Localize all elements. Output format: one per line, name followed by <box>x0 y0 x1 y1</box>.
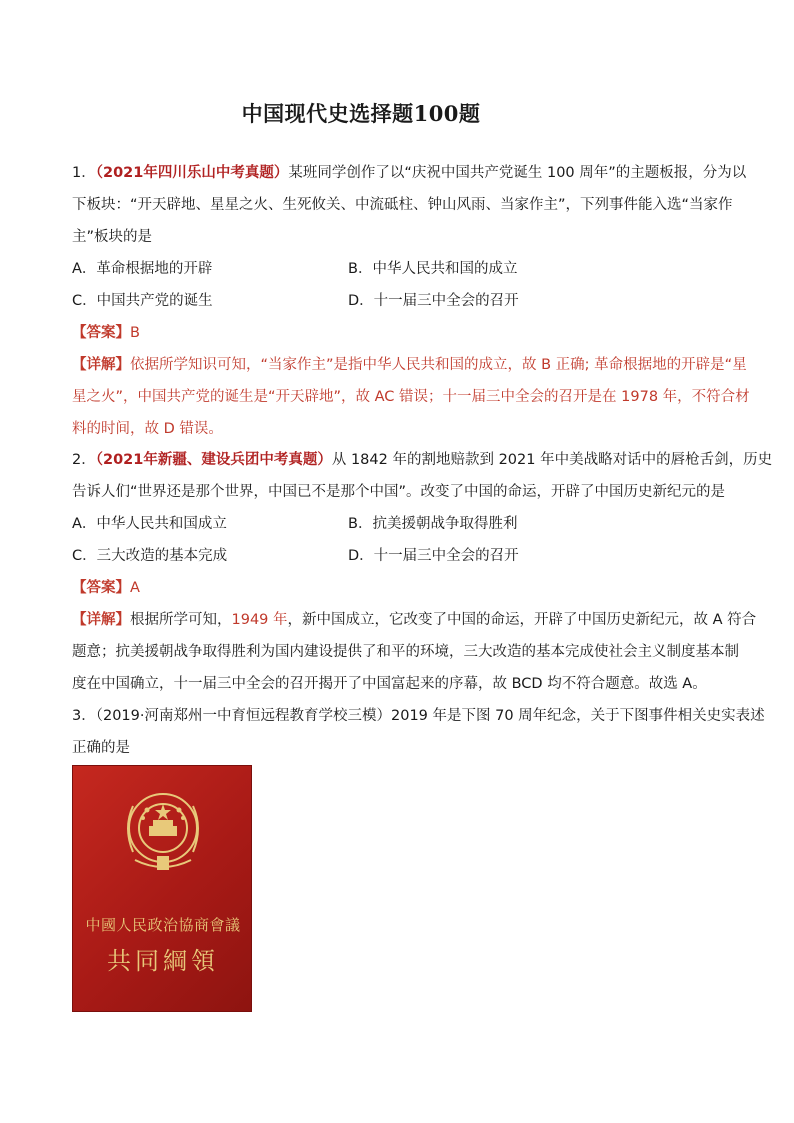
q1-number: 1． <box>72 165 96 181</box>
q2-option-b: B．抗美援朝战争取得胜利 <box>348 516 518 532</box>
q1-source: （2021年四川乐山中考真题） <box>95 165 289 181</box>
q3-stem-1: 2019 年是下图 70 周年纪念，关于下图事件相关史实表述 <box>391 708 765 724</box>
q1-detail-line-2: 星之火”，中国共产党的诞生是“开天辟地”，故 AC 错误；十一届三中全会的召开是在 1978 年，不符合材 <box>72 389 750 405</box>
q2-answer <box>72 578 140 598</box>
q1-stem-line-2: 下板块：“开天辟地、星星之火、生死攸关、中流砥柱、钟山风雨、当家作主”，下列事件能入选“当家作 <box>72 197 733 213</box>
q2-detail-1a: 根据所学可知， <box>130 612 232 628</box>
cover-title-line-1: 中國人民政治協商會議 <box>85 916 241 934</box>
page-title: 中国现代史选择题100题 <box>241 101 481 126</box>
q2-detail-tag: 【详解】 <box>72 612 130 628</box>
q1-detail-line-1 <box>72 355 747 375</box>
q2-answer-tag: 【答案】 <box>72 580 130 596</box>
q2-stem-line-1 <box>72 450 772 470</box>
q2-answer-value: A <box>130 580 140 596</box>
common-program-cover-image <box>72 765 252 1012</box>
q1-option-a: A．革命根据地的开辟 <box>72 261 213 277</box>
q1-option-c: C．中国共产党的诞生 <box>72 293 213 309</box>
q1-detail-line-3: 料的时间，故 D 错误。 <box>72 421 223 437</box>
q2-option-d: D．十一届三中全会的召开 <box>348 548 519 564</box>
q1-detail-1: 依据所学知识可知，“当家作主”是指中华人民共和国的成立，故 B 正确; 革命根据地的开辟是“星 <box>130 357 747 373</box>
q2-detail-1c: ，新中国成立，它改变了中国的命运，开辟了中国历史新纪元，故 A 符合 <box>287 612 757 628</box>
q1-option-b: B．中华人民共和国的成立 <box>348 261 518 277</box>
q1-answer-tag: 【答案】 <box>72 325 130 341</box>
q2-stem-1: 从 1842 年的割地赔款到 2021 年中美战略对话中的唇枪舌剑，历史 <box>331 452 773 468</box>
q1-stem-1: 某班同学创作了以“庆祝中国共产党诞生 100 周年”的主题板报，分为以 <box>288 165 747 181</box>
q2-option-a: A．中华人民共和国成立 <box>72 516 227 532</box>
q1-answer <box>72 323 140 343</box>
q2-number: 2． <box>72 452 96 468</box>
q1-answer-value: B <box>130 325 140 341</box>
cover-title-line-2: 共同綱領 <box>107 947 219 975</box>
q2-source: （2021年新疆、建设兵团中考真题） <box>95 452 332 468</box>
q3-stem-line-1 <box>72 706 765 726</box>
q2-detail-1b: 1949 年 <box>231 612 288 628</box>
q1-detail-tag: 【详解】 <box>72 357 130 373</box>
q2-stem-line-2: 告诉人们“世界还是那个世界，中国已不是那个中国”。改变了中国的命运，开辟了中国历史新纪元的是 <box>72 484 726 500</box>
q1-option-d: D．十一届三中全会的召开 <box>348 293 519 309</box>
q1-stem-line-3: 主”板块的是 <box>72 229 153 245</box>
q3-source: （2019·河南郑州一中育恒远程教育学校三模） <box>95 708 391 724</box>
q2-detail-line-3: 度在中国确立，十一届三中全会的召开揭开了中国富起来的序幕，故 BCD 均不符合题意。故选 A。 <box>72 676 707 692</box>
q3-stem-line-2: 正确的是 <box>72 740 130 756</box>
q2-detail-line-1 <box>72 610 756 630</box>
q2-option-c: C．三大改造的基本完成 <box>72 548 228 564</box>
q3-number: 3． <box>72 708 96 724</box>
q2-detail-line-2: 题意；抗美援朝战争取得胜利为国内建设提供了和平的环境，三大改造的基本完成使社会主义制度基本制 <box>72 644 739 660</box>
q1-stem-line-1 <box>72 163 746 183</box>
